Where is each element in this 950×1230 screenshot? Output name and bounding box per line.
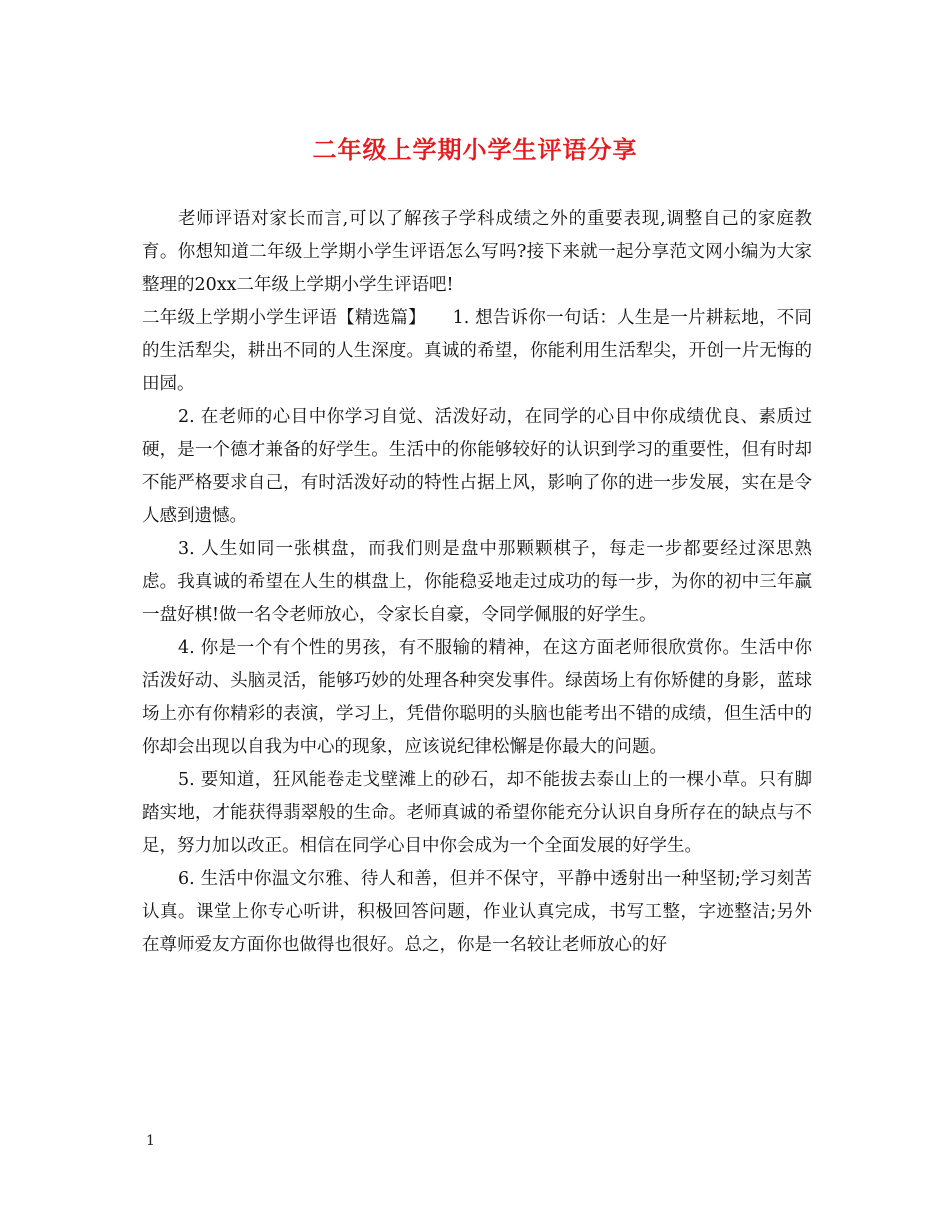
comment-paragraph-5: 5. 要知道，狂风能卷走戈壁滩上的砂石，却不能拔去泰山上的一棵小草。只有脚踏实地，才能获得翡翠般的生命。老师真诚的希望你能充分认识自身所存在的缺点与不足，努力加以改正。相信在同学心目中你会成为一个全面发展的好学生。 <box>142 770 812 856</box>
comment-paragraph-2: 2. 在老师的心目中你学习自觉、活泼好动，在同学的心目中你成绩优良、素质过硬，是一个德才兼备的好学生。生活中的你能够较好的认识到学习的重要性，但有时却不能严格要求自己，有时活泼好动的特性占据上风，影响了你的进一步发展，实在是令人感到遗憾。 <box>142 407 812 526</box>
page-number: 1 <box>146 1133 155 1149</box>
document-title: 二年级上学期小学生评语分享 <box>312 135 638 164</box>
document-body <box>142 203 812 962</box>
comment-paragraph-4: 4. 你是一个有个性的男孩，有不服输的精神，在这方面老师很欣赏你。生活中你活泼好动、头脑灵活，能够巧妙的处理各种突发事件。绿茵场上有你矫健的身影，蓝球场上亦有你精彩的表演，学习上，凭借你聪明的头脑也能考出不错的成绩，但生活中的你却会出现以自我为中心的现象，应该说纪律松懈是你最大的问题。 <box>142 638 812 757</box>
intro-paragraph: 老师评语对家长而言,可以了解孩子学科成绩之外的重要表现,调整自己的家庭教育。你想知道二年级上学期小学生评语怎么写吗?接下来就一起分享范文网小编为大家整理的20xx二年级上学期小学生评语吧! <box>142 209 812 295</box>
section-heading-paragraph: 二年级上学期小学生评语【精选篇】 1. 想告诉你一句话：人生是一片耕耘地，不同的生活犁尖，耕出不同的人生深度。真诚的希望，你能利用生活犁尖，开创一片无悔的田园。 <box>142 308 812 394</box>
comment-paragraph-3: 3. 人生如同一张棋盘，而我们则是盘中那颗颗棋子，每走一步都要经过深思熟虑。我真诚的希望在人生的棋盘上，你能稳妥地走过成功的每一步，为你的初中三年赢一盘好棋!做一名令老师放心，令家长自豪，令同学佩服的好学生。 <box>142 539 812 625</box>
comment-paragraph-6: 6. 生活中你温文尔雅、待人和善，但并不保守，平静中透射出一种坚韧;学习刻苦认真。课堂上你专心听讲，积极回答问题，作业认真完成，书写工整，字迹整洁;另外在尊师爱友方面你也做得也很好。总之，你是一名较让老师放心的好 <box>142 869 812 955</box>
